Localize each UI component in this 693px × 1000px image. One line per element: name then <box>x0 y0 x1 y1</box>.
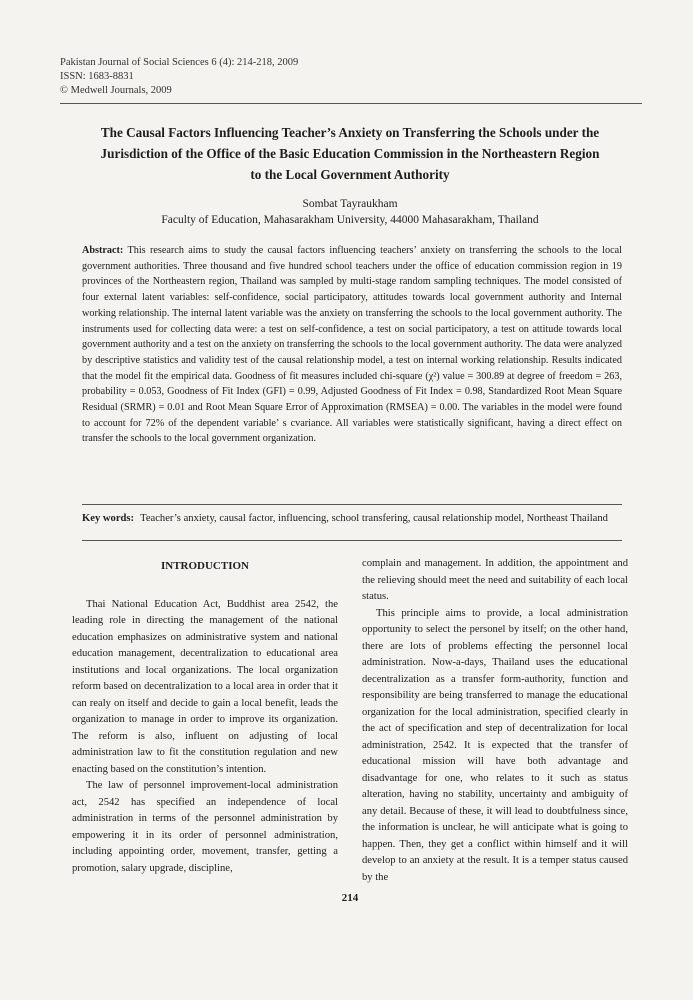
paper-title: The Causal Factors Influencing Teacher’s Anxiety on Transferring the Schools under the Jurisdiction of the Office of the Basic Education Commission in the Northeastern Region to the Local Government Authority <box>100 125 600 182</box>
keywords-divider <box>82 540 622 541</box>
left-paragraph: Thai National Education Act, Buddhist area 2542, the leading role in directing the management of the national education emphasizes on administrative system and national education management, decentralization to educational area institutions and local organizations. The local organization reform based on decentralization to a local area in order that it can realy on itself and decide to gain a local benefit, leads the organization to manage in order to improve its organization. The reform is also, influent on adjusting of local administration law to fit the constitution regulation and new enacting based on the constitution’s intention. <box>72 598 338 775</box>
abstract-text: This research aims to study the causal factors influencing teachers’ anxiety on transferring the schools to the local government authorities. Three thousand and five hundred school teachers under the office of education commission region in 19 provinces of the Northeastern region, Thailand was sampled by multi-stage random sampling techniques. The model consisted of four external latent variables: self-confidence, social participatory, attitudes towards local government authority and Internal working relationship. The internal latent variable was the anxiety on transferring the schools to the local government authority. The instruments used for collecting data were: a test on self-confidence, a test on social participatory, a test on attitude towards local government authority and a test on the anxiety on transferring the schools to the local government authority. The data were analyzed by descriptive statistics and validity test of the causal relationship model, a test on internal working relationship. Results indicated that the model fit the empirical data. Goodness of fit measures included chi-square (χ²) value = 300.89 at degree of freedom = 263, probability = 0.053, Goodness of Fit Index (GFI) = 0.99, Adjusted Goodness of Fit Index = 0.98, Standardized Root Mean Square Residual (SRMR) = 0.01 and Root Mean Square Error of Approximation (RMSEA) = 0.00. The variables in the model were found to account for 72% of the dependent variable’ s cvariance. All variables were statistically significant, having a direct effect on transfer the schools to the local government organization. <box>82 245 622 445</box>
left-column <box>72 558 338 877</box>
left-paragraph: The law of personnel improvement-local administration act, 2542 has specified an independence of local administration in terms of the personnel administration by empowering it in its order of personnel administration, including appointing order, movement, transfer, getting a promotion, salary upgrade, discipline, <box>72 780 338 874</box>
abstract-label: Abstract: <box>82 245 124 256</box>
right-column <box>362 556 628 886</box>
header-divider <box>60 103 642 104</box>
author-name: Sombat Tayraukham <box>302 198 398 210</box>
issn: ISSN: 1683-8831 <box>60 71 134 82</box>
right-paragraph: complain and management. In addition, the appointment and the relieving should meet the need and suitability of each local status. <box>362 558 628 602</box>
section-heading: INTRODUCTION <box>160 560 249 572</box>
journal-citation: Pakistan Journal of Social Sciences 6 (4): 214-218, 2009 <box>60 57 299 68</box>
keywords <box>82 512 622 526</box>
copyright: © Medwell Journals, 2009 <box>60 85 172 96</box>
keywords-text: Teacher’s anxiety, causal factor, influencing, school transfering, causal relationship model, Northeast Thailand <box>140 513 608 524</box>
page-number: 214 <box>341 892 359 904</box>
right-paragraph: This principle aims to provide, a local administration opportunity to select the personel by itself; on the other hand, there are lots of problems effecting the personnel local administration. Now-a-days, Thailand uses the educational decentralization as a transfer form-authority, function and responsibility are being transferred to manage the educational organization for the local administration, specified clearly in the act of specification and step of decentralization for local administration, 2542. It is expected that the transfer of educational mission will have both advantage and disadvantage for one, who relates to it such as status alteration, having no stability, uncertainty and ambiguity of any detail. Because of these, it will lead to doubtfulness since, the information is unclear, he will anticipate what is going to happen. Then, they get a conflict within himself and it will develop to an anxiety at the result. It is a temper status caused by the <box>362 607 628 883</box>
keywords-label: Key words: <box>82 513 135 524</box>
author-affiliation: Faculty of Education, Mahasarakham University, 44000 Mahasarakham, Thailand <box>161 214 539 226</box>
abstract <box>82 243 622 447</box>
abstract-divider <box>82 504 622 505</box>
journal-header <box>60 56 642 98</box>
